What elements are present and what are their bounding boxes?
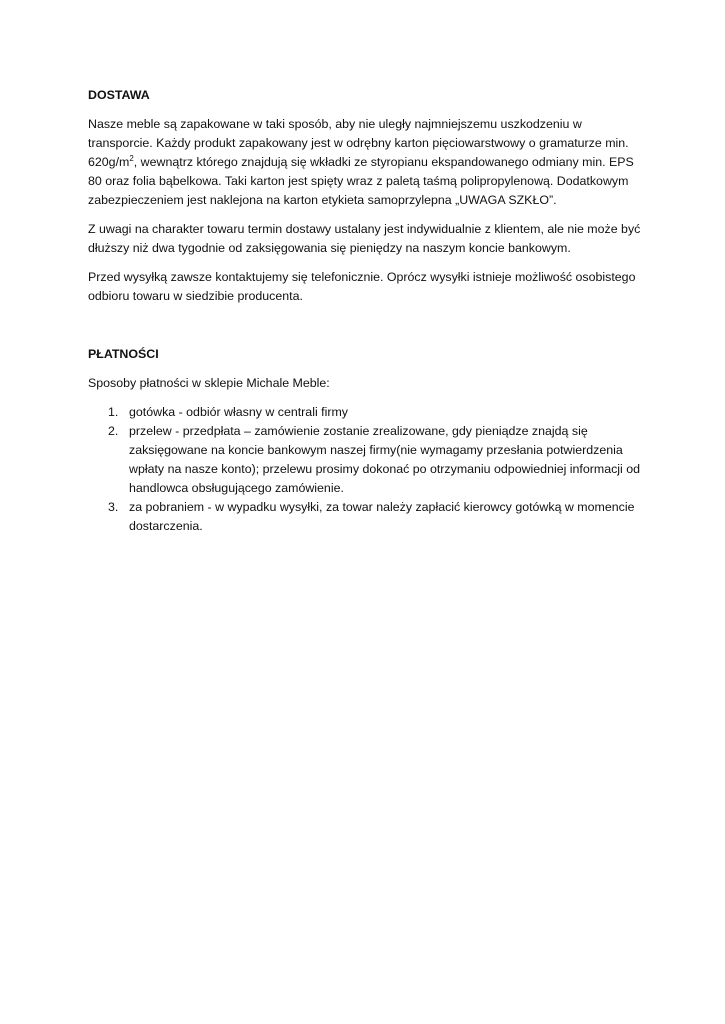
delivery-packaging-text-rest: , wewnątrz którego znajdują się wkładki ze styropianu ekspandowanego odmiany min. EPS 80 oraz folia bąbelkowa. Taki karton jest spięty wraz z paletą taśmą polipropylenową. Dodatkowym zabezpieczeniem jest naklejona na karton etykieta samoprzylepna „UWAGA SZKŁO”. [88,155,634,207]
document-content [88,86,648,536]
list-item [88,403,648,422]
superscript-exponent: 2 [129,154,134,163]
list-item-text: za pobraniem - w wypadku wysyłki, za towar należy zapłacić kierowcy gotówką w momencie dostarczenia. [129,500,635,533]
list-item-number: 2. [108,424,119,438]
list-item-text: przelew - przedpłata – zamówienie zostanie zrealizowane, gdy pieniądze znajdą się zaksięgowane na koncie bankowym naszej firmy(nie wymagamy przesłania potwierdzenia wpłaty na nasze konto); przelewu prosimy dokonać po otrzymaniu odpowiedniej informacji od handlowca obsługującego zamówienie. [129,424,641,495]
list-item [88,498,648,536]
list-item [88,422,648,498]
section-spacer [88,316,648,345]
payment-methods-list [88,403,648,536]
delivery-paragraph-packaging [88,115,648,210]
delivery-packaging-text: Nasze meble są zapakowane w taki sposób, aby nie uległy najmniejszemu uszkodzeniu w transporcie. Każdy produkt zapakowany jest w odrębny karton pięciowarstwowy o gramaturze min. 620g/m [88,117,629,169]
list-item-text: gotówka - odbiór własny w centrali firmy [129,405,348,419]
delivery-paragraph-term: Z uwagi na charakter towaru termin dostawy ustalany jest indywidualnie z klientem, ale nie może być dłuższy niż dwa tygodnie od zaksięgowania się pieniędzy na naszym koncie bankowym. [88,222,641,255]
list-item-number: 1. [108,405,119,419]
list-item-number: 3. [108,500,119,514]
payments-intro: Sposoby płatności w sklepie Michale Meble: [88,376,330,390]
delivery-heading: DOSTAWA [88,88,150,102]
payments-heading: PŁATNOŚCI [88,347,159,361]
delivery-paragraph-contact: Przed wysyłką zawsze kontaktujemy się telefonicznie. Oprócz wysyłki istnieje możliwość osobistego odbioru towaru w siedzibie producenta. [88,270,636,303]
